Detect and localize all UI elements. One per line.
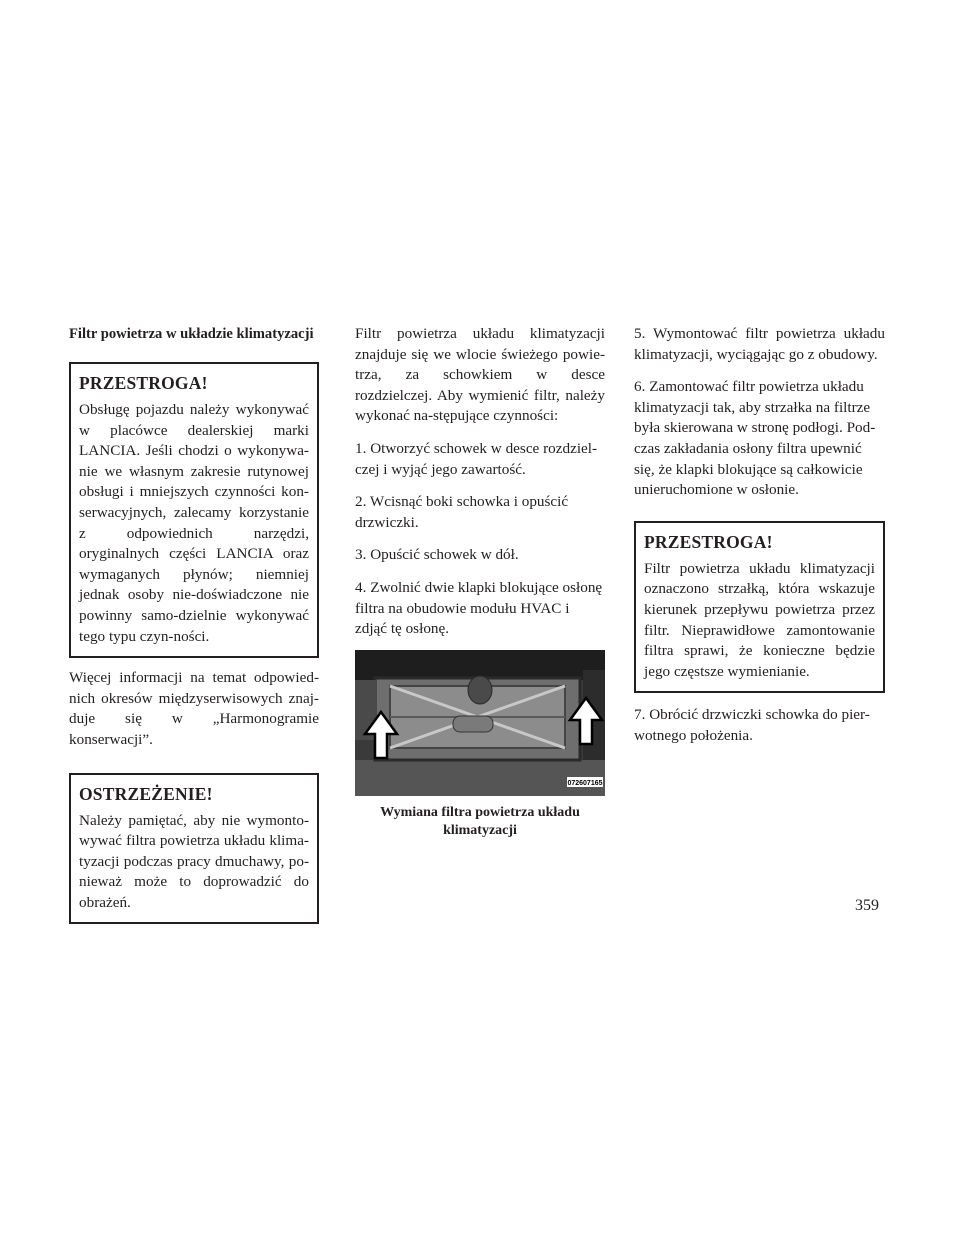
caution-title: PRZESTROGA! bbox=[79, 373, 208, 393]
warning-text: Należy pamiętać, aby nie wymonto-wywać filtra powietrza układu klima-tyzacji podczas pracy dmuchawy, po-nieważ może to doprowadzić do obrażeń. bbox=[79, 811, 309, 911]
step-3: 3. Opuścić schowek w dół. bbox=[355, 546, 519, 564]
caution-title: PRZESTROGA! bbox=[644, 531, 773, 552]
figure-caption: Wymiana filtra powietrza układu klimatyzacji bbox=[380, 804, 580, 838]
step-5: 5. Wymontować filtr powietrza układu klimatyzacji, wyciągając go z obudowy. bbox=[634, 325, 885, 363]
section-heading: Filtr powietrza w układzie klimatyzacji bbox=[69, 326, 314, 342]
warning-box-blower bbox=[69, 773, 319, 925]
figure-code: 072607165 bbox=[567, 779, 603, 787]
step-7: 7. Obrócić drzwiczki schowka do pier-wotnego położenia. bbox=[634, 706, 870, 744]
column-middle bbox=[355, 324, 605, 840]
column-left bbox=[69, 324, 319, 924]
page-number: 359 bbox=[855, 897, 879, 914]
column-right bbox=[634, 324, 885, 747]
service-schedule-note: Więcej informacji na temat odpowied-nich okresów międzyserwisowych znaj-duje się w „Harmonogramie konserwacji”. bbox=[69, 669, 319, 748]
step-1: 1. Otworzyć schowek w desce rozdziel-czej i wyjąć jego zawartość. bbox=[355, 439, 598, 478]
step-6: 6. Zamontować filtr powietrza układu klimatyzacji tak, aby strzałka na filtrze była skierowana w stronę podłogi. Pod-czas zakładania osłony filtra upewnić się, że klapki blokujące są całkowicie unieruchomione w osłonie. bbox=[634, 378, 876, 499]
caution-text: Obsługę pojazdu należy wykonywać w placówce dealerskiej marki LANCIA. Jeśli chodzi o wykonywa-nie we własnym zakresie rutynowej obsługi i mniejszych czynności kon-serwacyjnych, zalecamy korzystanie z odpowiednich narzędzi, oryginalnych części LANCIA oraz wymaganych płynów; niemniej jednak osoby nie-doświadczone nie powinny samo-dzielnie wykonywać tego typu czyn-ności. bbox=[79, 401, 309, 645]
caution-box-arrow bbox=[634, 521, 885, 694]
caution-text: Filtr powietrza układu klimatyzacji oznaczono strzałką, która wskazuje kierunek przepływu powietrza przez filtr. Nieprawidłowe zamontowanie filtra sprawi, że konieczne będzie jego częstsze wymienianie. bbox=[644, 559, 875, 680]
filter-replacement-photo bbox=[355, 650, 605, 796]
intro-paragraph: Filtr powietrza układu klimatyzacji znajduje się we wlocie świeżego powie-trza, za schowkiem w desce rozdzielczej. Aby wymienić filtr, należy wykonać na-stępujące czynności: bbox=[355, 325, 605, 425]
step-2: 2. Wcisnąć boki schowka i opuścić drzwiczki. bbox=[355, 493, 569, 531]
caution-box-service bbox=[69, 362, 319, 658]
step-4: 4. Zwolnić dwie klapki blokujące osłonę filtra na obudowie modułu HVAC i zdjąć tę osłonę. bbox=[355, 578, 603, 638]
warning-title: OSTRZEŻENIE! bbox=[79, 783, 213, 804]
